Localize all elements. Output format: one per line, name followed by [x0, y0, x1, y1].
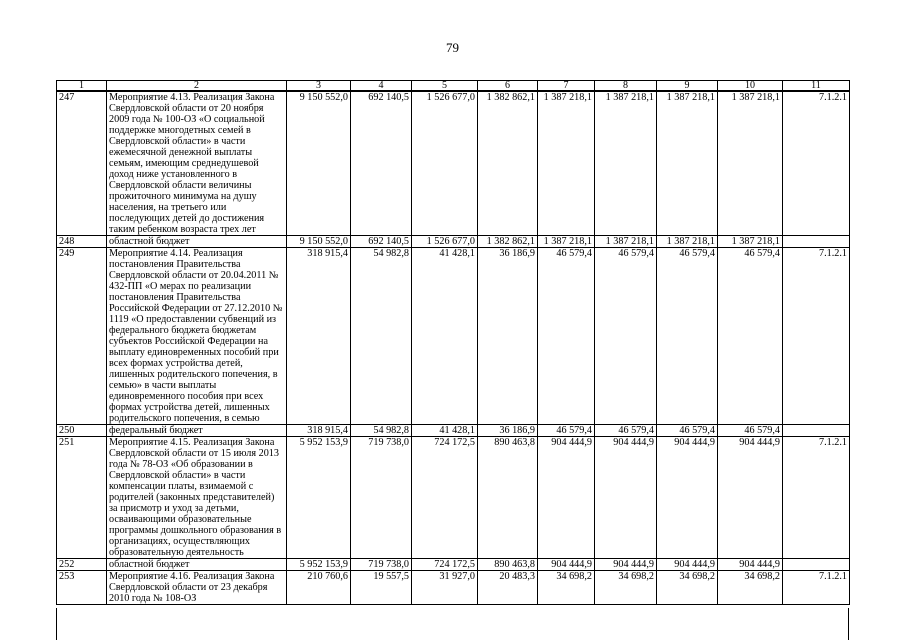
row-value: 210 760,6 [287, 571, 351, 605]
table-row [57, 437, 850, 559]
row-value: 904 444,9 [657, 437, 718, 559]
row-value: 9 150 552,0 [287, 91, 351, 236]
row-description: федеральный бюджет [107, 425, 287, 437]
row-value: 46 579,4 [718, 425, 783, 437]
column-header: 8 [595, 81, 657, 92]
row-value: 904 444,9 [718, 559, 783, 571]
row-value: 1 387 218,1 [538, 236, 595, 248]
row-value: 9 150 552,0 [287, 236, 351, 248]
row-value: 1 526 677,0 [412, 91, 478, 236]
row-value: 904 444,9 [657, 559, 718, 571]
row-number: 251 [57, 437, 107, 559]
row-value: 904 444,9 [538, 437, 595, 559]
row-value: 1 382 862,1 [478, 91, 538, 236]
column-header: 9 [657, 81, 718, 92]
row-code: 7.1.2.1 [783, 248, 850, 425]
table-row [57, 425, 850, 437]
row-value: 890 463,8 [478, 437, 538, 559]
row-description: Мероприятие 4.14. Реализация постановления Правительства Свердловской области от 20.04.2011 № 432-ПП «О мерах по реализации постановления Правительства Российской Федерации от 27.12.2010 № 1119 «О предоставлении субвенций из федерального бюджета бюджетам субъектов Российской Федерации на выплату единовременных пособий при всех формах устройства детей, лишенных родительского попечения, в семью» в части выплаты единовременного пособия при всех формах устройства детей, лишенных родительского попечения, в семью [107, 248, 287, 425]
row-code: 7.1.2.1 [783, 437, 850, 559]
row-value: 5 952 153,9 [287, 559, 351, 571]
column-header: 6 [478, 81, 538, 92]
row-value: 36 186,9 [478, 425, 538, 437]
row-value: 46 579,4 [657, 425, 718, 437]
row-value: 1 387 218,1 [595, 91, 657, 236]
row-code: 7.1.2.1 [783, 91, 850, 236]
row-value: 19 557,5 [351, 571, 412, 605]
row-value: 41 428,1 [412, 425, 478, 437]
table-row [57, 248, 850, 425]
table-frame-bottom [56, 608, 849, 640]
row-value: 890 463,8 [478, 559, 538, 571]
column-header: 11 [783, 81, 850, 92]
row-number: 248 [57, 236, 107, 248]
row-value: 41 428,1 [412, 248, 478, 425]
column-header: 1 [57, 81, 107, 92]
row-value: 20 483,3 [478, 571, 538, 605]
column-header: 10 [718, 81, 783, 92]
row-value: 46 579,4 [595, 248, 657, 425]
row-value: 54 982,8 [351, 425, 412, 437]
row-value: 1 387 218,1 [595, 236, 657, 248]
row-number: 252 [57, 559, 107, 571]
row-value: 724 172,5 [412, 437, 478, 559]
row-value: 34 698,2 [538, 571, 595, 605]
row-value: 34 698,2 [718, 571, 783, 605]
row-value: 904 444,9 [595, 437, 657, 559]
row-value: 719 738,0 [351, 437, 412, 559]
row-value: 318 915,4 [287, 425, 351, 437]
row-value: 1 382 862,1 [478, 236, 538, 248]
row-value: 46 579,4 [657, 248, 718, 425]
page-number: 79 [446, 40, 459, 55]
row-number: 253 [57, 571, 107, 605]
header-row [57, 81, 850, 92]
row-value: 31 927,0 [412, 571, 478, 605]
column-header: 7 [538, 81, 595, 92]
row-value: 719 738,0 [351, 559, 412, 571]
row-value: 1 387 218,1 [718, 236, 783, 248]
row-description: Мероприятие 4.16. Реализация Закона Свердловской области от 23 декабря 2010 года № 108-ОЗ [107, 571, 287, 605]
row-code [783, 425, 850, 437]
row-value: 1 387 218,1 [538, 91, 595, 236]
row-value: 1 387 218,1 [718, 91, 783, 236]
row-value: 5 952 153,9 [287, 437, 351, 559]
row-description: областной бюджет [107, 559, 287, 571]
row-value: 904 444,9 [538, 559, 595, 571]
row-code [783, 559, 850, 571]
row-value: 54 982,8 [351, 248, 412, 425]
row-value: 1 387 218,1 [657, 236, 718, 248]
data-table [56, 80, 850, 605]
row-value: 36 186,9 [478, 248, 538, 425]
table-body [57, 81, 850, 605]
column-header: 4 [351, 81, 412, 92]
row-description: Мероприятие 4.13. Реализация Закона Свердловской области от 20 ноября 2009 года № 100-ОЗ «О социальной поддержке многодетных семей в Свердловской области» в части ежемесячной денежной выплаты семьям, имеющим среднедушевой доход ниже установленного в Свердловской области величины прожиточного минимума на душу населения, на третьего или последующих детей до достижения таким ребенком возраста трех лет [107, 91, 287, 236]
column-header: 3 [287, 81, 351, 92]
row-value: 904 444,9 [718, 437, 783, 559]
table-row [57, 91, 850, 236]
row-value: 46 579,4 [538, 248, 595, 425]
row-value: 34 698,2 [657, 571, 718, 605]
row-description: Мероприятие 4.15. Реализация Закона Свердловской области от 15 июля 2013 года № 78-ОЗ «Об образовании в Свердловской области» в части компенсации платы, взимаемой с родителей (законных представителей) за присмотр и уход за детьми, осваивающими образовательные программы дошкольного образования в организациях, осуществляющих образовательную деятельность [107, 437, 287, 559]
row-value: 692 140,5 [351, 236, 412, 248]
row-number: 249 [57, 248, 107, 425]
row-code [783, 236, 850, 248]
column-header: 2 [107, 81, 287, 92]
row-value: 692 140,5 [351, 91, 412, 236]
row-value: 46 579,4 [595, 425, 657, 437]
table-row [57, 559, 850, 571]
row-value: 1 526 677,0 [412, 236, 478, 248]
table-row [57, 236, 850, 248]
row-value: 1 387 218,1 [657, 91, 718, 236]
row-value: 904 444,9 [595, 559, 657, 571]
row-code: 7.1.2.1 [783, 571, 850, 605]
row-value: 46 579,4 [718, 248, 783, 425]
table-row [57, 571, 850, 605]
row-value: 318 915,4 [287, 248, 351, 425]
row-description: областной бюджет [107, 236, 287, 248]
row-value: 724 172,5 [412, 559, 478, 571]
row-value: 46 579,4 [538, 425, 595, 437]
column-header: 5 [412, 81, 478, 92]
row-number: 250 [57, 425, 107, 437]
row-value: 34 698,2 [595, 571, 657, 605]
row-number: 247 [57, 91, 107, 236]
